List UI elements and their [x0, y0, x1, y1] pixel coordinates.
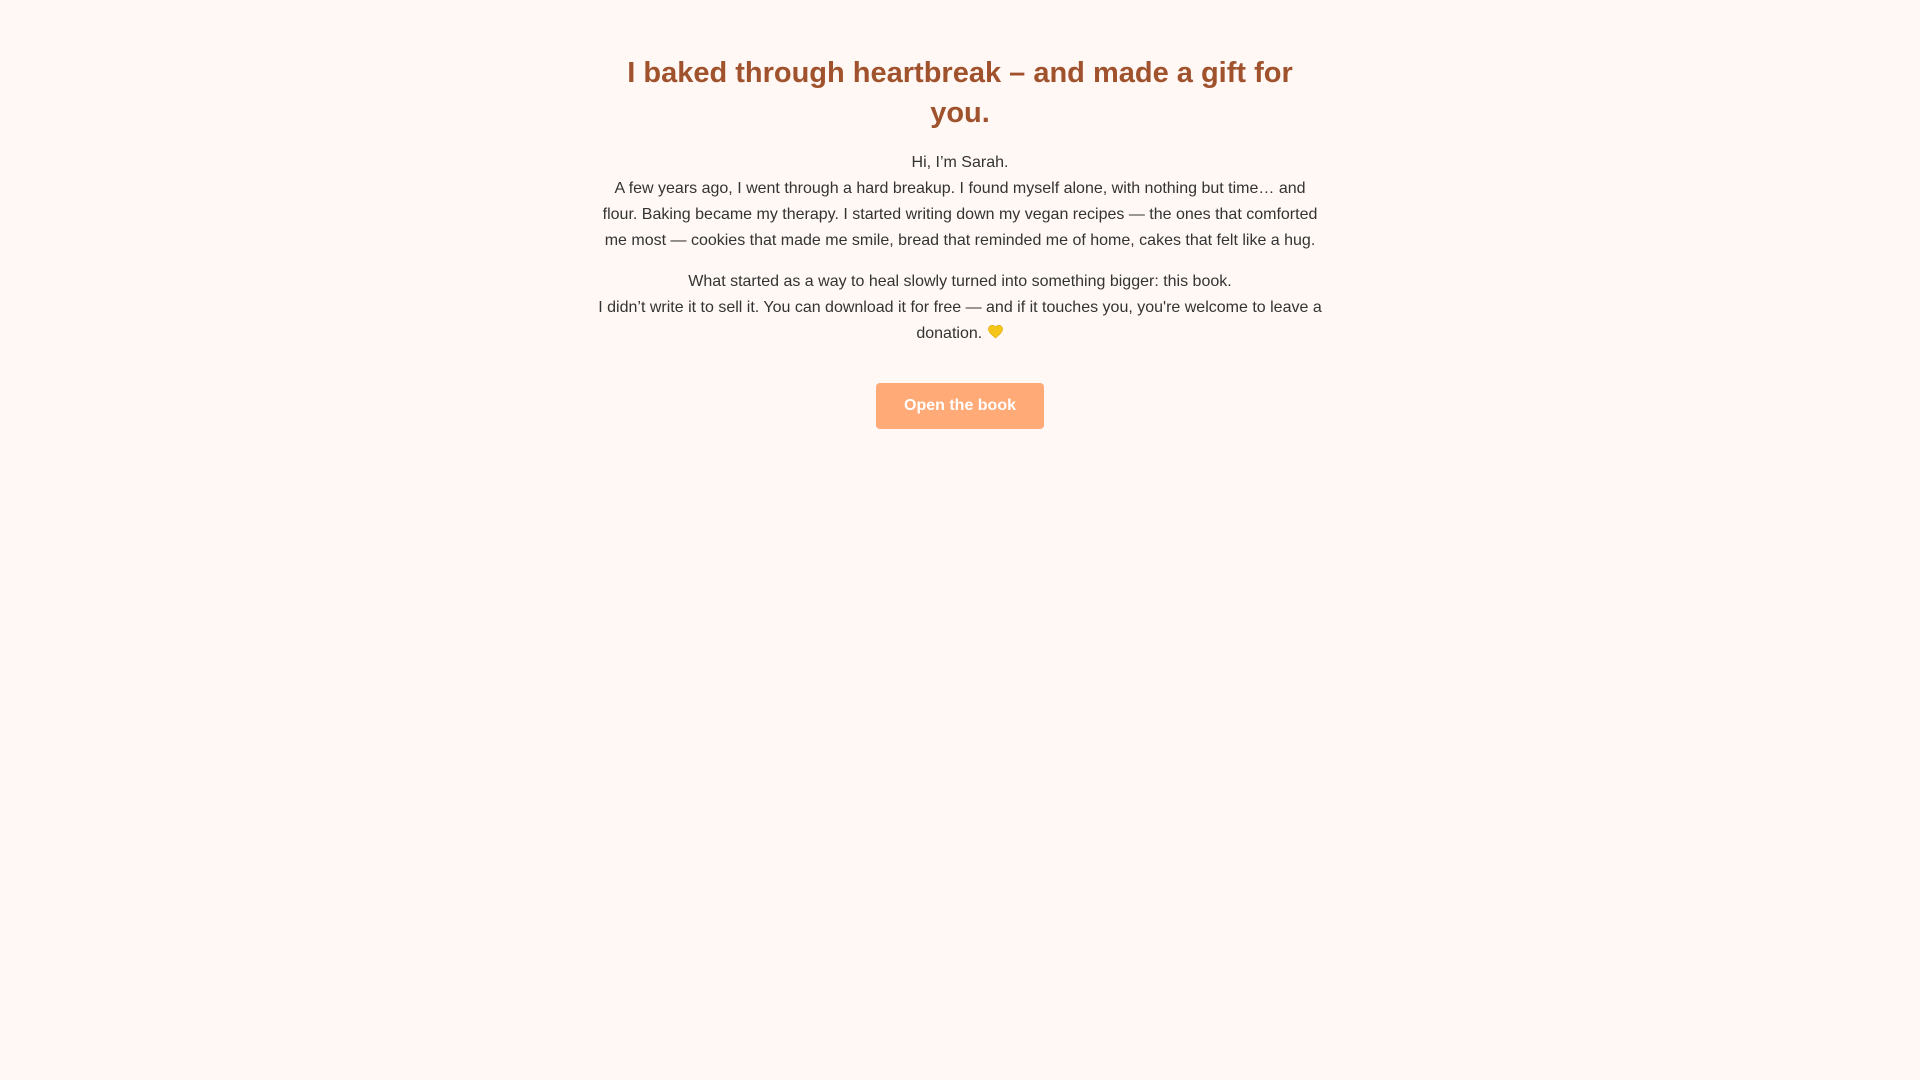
- story-paragraph: A few years ago, I went through a hard breakup. I found myself alone, with nothing but time… and flour. Baking became my therapy. I started writing down my vegan recipes — the ones that comforted me most — cookies that made me smile, bread that reminded me of home, cakes that felt like a hug.: [602, 180, 1318, 249]
- open-book-button[interactable]: Open the book: [876, 383, 1044, 429]
- page-title: I baked through heartbreak – and made a gift for you.: [627, 57, 1293, 129]
- free-line-text: I didn’t write it to sell it. You can download it for free — and if it touches you, you're welcome to leave a donation.: [598, 299, 1322, 342]
- book-line-text: What started as a way to heal slowly turned into something bigger: this book.: [688, 273, 1232, 290]
- main-content: [595, 0, 1325, 429]
- book-section: [595, 269, 1325, 347]
- greeting-text: Hi, I’m Sarah.: [911, 154, 1009, 171]
- yellow-heart-icon: [987, 323, 1004, 340]
- donation-line: [595, 295, 1325, 347]
- intro-section: [595, 150, 1325, 254]
